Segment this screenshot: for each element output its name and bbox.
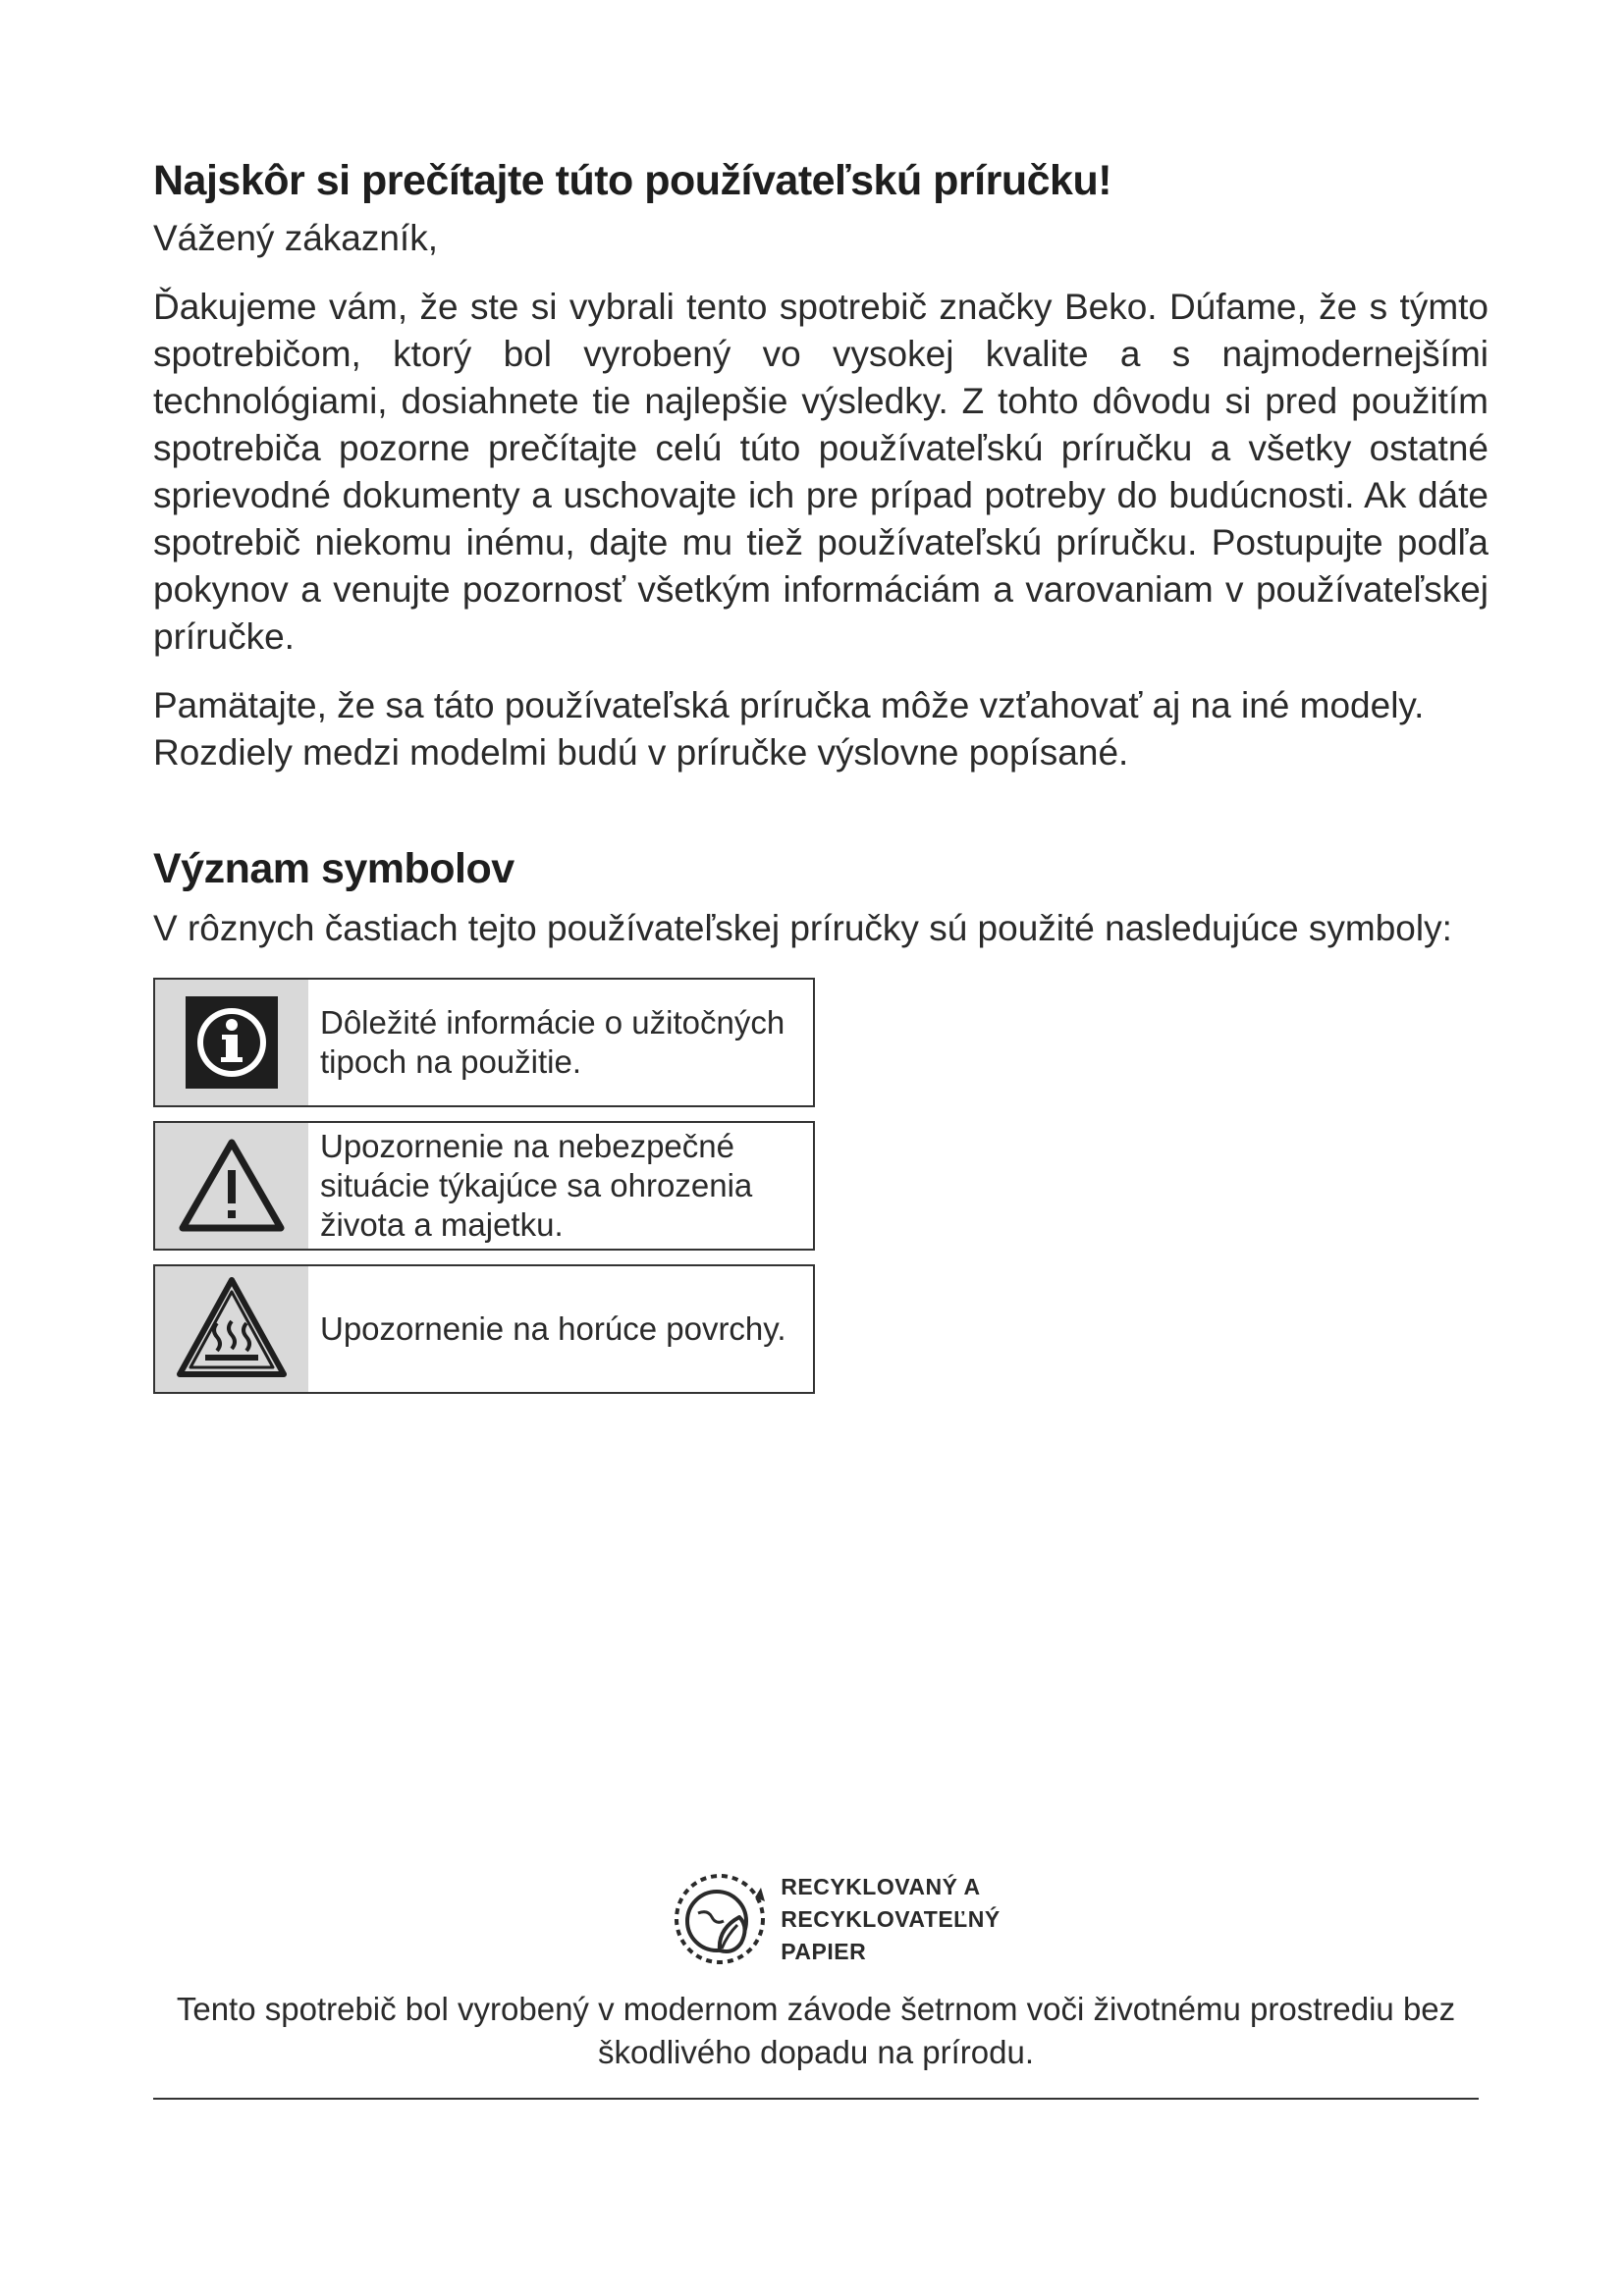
info-icon <box>186 996 278 1089</box>
greeting: Vážený zákazník, <box>153 218 438 258</box>
hot-surface-icon <box>176 1276 288 1382</box>
symbol-text: Upozornenie na nebezpečné situácie týkajúce sa ohrozenia života a majetku. <box>320 1128 753 1243</box>
recycled-paper-label <box>781 1871 1000 1968</box>
page-content <box>153 157 1489 1408</box>
recycled-paper-icon <box>671 1870 769 1968</box>
symbol-icon-cell <box>155 980 308 1105</box>
footer-divider <box>153 2098 1479 2100</box>
symbols-title: Význam symbolov <box>153 845 514 892</box>
symbol-icon-cell <box>155 1123 308 1249</box>
symbol-row-warning <box>153 1121 815 1251</box>
symbols-section <box>153 845 1489 1394</box>
symbol-row-hot-surface <box>153 1264 815 1394</box>
models-note-paragraph: Pamätajte, že sa táto používateľská príručka môže vzťahovať aj na iné modely. Rozdiely medzi modelmi budú v príručke výslovne popísané. <box>153 685 1425 773</box>
recycled-paper-line: PAPIER <box>781 1938 867 1964</box>
symbols-table <box>153 978 815 1394</box>
symbol-text: Dôležité informácie o užitočných tipoch na použitie. <box>320 1004 785 1080</box>
symbol-row-info <box>153 978 815 1107</box>
environment-note: Tento spotrebič bol vyrobený v modernom závode šetrnom voči životnému prostrediu bez škodlivého dopadu na prírodu. <box>176 1991 1456 2070</box>
page-title: Najskôr si prečítajte túto používateľskú príručku! <box>153 157 1112 204</box>
warning-icon <box>178 1138 286 1234</box>
symbols-intro: V rôznych častiach tejto používateľskej príručky sú použité nasledujúce symboly: <box>153 908 1452 948</box>
footer <box>153 1870 1479 2100</box>
recycled-paper-badge <box>192 1870 1479 1968</box>
recycled-paper-line: RECYKLOVANÝ A <box>781 1873 981 1899</box>
symbol-icon-cell <box>155 1266 308 1392</box>
intro-paragraph: Ďakujeme vám, že ste si vybrali tento spotrebič značky Beko. Dúfame, že s týmto spotrebičom, ktorý bol vyrobený vo vysokej kvalite a s najmodernejšími technológiami, dosiahnete tie najlepšie výsledky. Z tohto dôvodu si pred použitím spotrebiča pozorne prečítajte celú túto používateľskú príručku a všetky ostatné sprievodné dokumenty a uschovajte ich pre prípad potreby do budúcnosti. Ak dáte spotrebič niekomu inému, dajte mu tiež používateľskú príručku. Postupujte podľa pokynov a venujte pozornosť všetkým informáciám a varovaniam v používateľskej príručke. <box>153 287 1489 657</box>
recycled-paper-line: RECYKLOVATEĽNÝ <box>781 1905 1001 1932</box>
symbol-text: Upozornenie na horúce povrchy. <box>320 1310 786 1347</box>
